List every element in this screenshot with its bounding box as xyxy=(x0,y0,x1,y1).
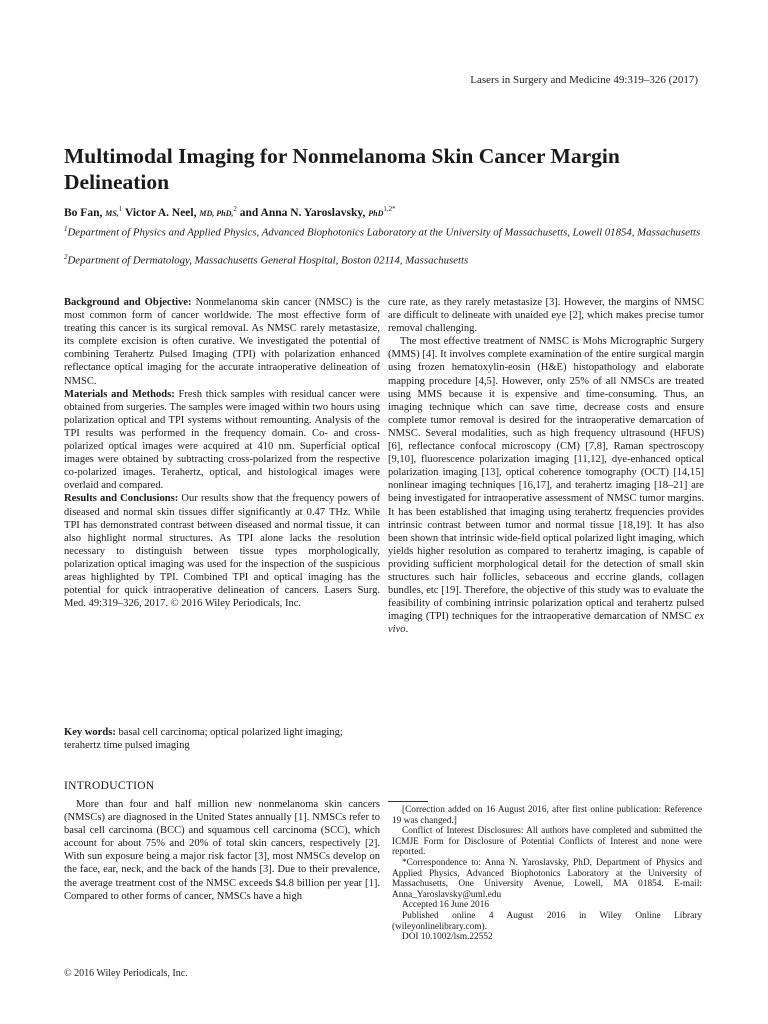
methods-text: Fresh thick samples with residual cancer were obtained from surgeries. The samples were imaged within two hours using polarization optical and TPI systems without remounting. Analysis of the TPI results was performed in the frequency domain. Co- and cross-polarized optical images were acquired at 410 nm. Superficial optical images were obtained by subtracting cross-polarized from the respective co-polarized images. Terahertz, optical, and histological images were overlaid and compared. xyxy=(64,388,381,492)
section-heading: INTRODUCTION xyxy=(64,780,155,792)
accepted-date: Accepted 16 June 2016 xyxy=(402,900,490,911)
abstract-background xyxy=(64,296,380,388)
paragraph-text: The most effective treatment of NMSC is Mohs Micrographic Surgery (MMS) [4]. It involves complete examination of the entire surgical margin using frozen hematoxylin-eosin (H&E) histopathology and elaborate mapping procedure [4,5]. However, only 25% of all NMSCs are treated using MMS because it is expensive and time-consuming. Thus, an imaging technique which can save time, decrease costs and ensure complete tumor removal is desired for the intraoperative demarcation of NMSC. Several modalities, such as high frequency ultrasound (HFUS) [6], reflectance confocal microscopy (CM) [7,8], Raman spectroscopy [9,10], fluorescence polarization imaging [11,12], dye-enhanced optical polarization imaging [13], optical coherence tomography (OCT) [14,15] nonlinear imaging techniques [16,17], and terahertz imaging [18–21] are being investigated for intraoperative assessment of NMSC tumor margins. It has been established that imaging using terahertz frequencies provides intrinsic contrast between tumor and normal tissue [18,19]. It has also been shown that intrinsic wide-field optical polarized light imaging, which yields higher resolution as compared to terahertz imaging, is capable of providing sufficient morphological detail for the detection of small skin structures such hair follicles, sebaceous and eccrine glands, collagen bundles, etc [19]. Therefore, the objective of this study was to evaluate the feasibility of combining intrinsic polarization optical and terahertz pulsed imaging (TPI) techniques for the intraoperative demarcation of NMSC xyxy=(388,336,704,623)
article-notes xyxy=(392,805,702,943)
author-name: Victor A. Neel, xyxy=(124,206,197,219)
published-note: Published online 4 August 2016 in Wiley Online Library (wileyonlinelibrary.com). xyxy=(392,910,702,932)
affil-text: Department of Physics and Applied Physics, Advanced Biophotonics Laboratory at the University of Massachusetts, Lowell 01854, Massachusetts xyxy=(67,226,701,239)
keywords xyxy=(64,726,380,752)
paragraph xyxy=(388,335,704,636)
affil-mark: 1 xyxy=(64,225,68,233)
results-text: Our results show that the frequency powers of diseased and normal skin tissues differ significantly at 0.47 THz. While TPI has demonstrated contrast between diseased and normal tissue, it can also highlight normal structures. As TPI alone lacks the resolution necessary to distinguish between tissue types morphologically, polarization optical imaging was used for the inspection of the suspicious areas highlighted by TPI. Combined TPI and optical imaging has the potential for quick intraoperative delineation of cancers. Lasers Surg. Med. 49:319–326, 2017. © 2016 Wiley Periodicals, Inc. xyxy=(64,493,380,610)
copyright-footer: © 2016 Wiley Periodicals, Inc. xyxy=(64,968,188,979)
abstract-results xyxy=(64,492,380,610)
author-degree: MD, PhD, xyxy=(199,208,234,218)
doi: DOI 10.1002/lsm.22552 xyxy=(402,932,493,943)
paragraph: More than four and half million new nonmelanoma skin cancers (NMSCs) are diagnosed in the United States annually [1]. NMSCs refer to basal cell carcinoma (BCC) and squamous cell carcinoma (SCC), which account for about 75% and 20% of total skin cancers, respectively [2]. With sun exposure being a major risk factor [3], most NMSCs develop on the face, ear, neck, and the back of the hands [3]. Due to their prevalence, the average treatment cost of the NMSC exceeds $4.8 billion per year [1]. Compared to other forms of cancer, NMSCs have a high xyxy=(64,799,380,902)
footnote-rule xyxy=(388,801,428,802)
background-label: Background and Objective: xyxy=(64,297,192,308)
author-affil-mark: 1,2* xyxy=(383,205,396,213)
author-affil-mark: 2 xyxy=(233,205,237,213)
author-name: Bo Fan, xyxy=(64,206,103,219)
abstract-methods xyxy=(64,388,380,493)
affiliation-1 xyxy=(64,222,704,240)
correction-note: [Correction added on 16 August 2016, after first online publication: Reference 19 was changed.] xyxy=(392,805,702,826)
correspondence-note: *Correspondence to: Anna N. Yaroslavsky, PhD, Department of Physics and Applied Physics, Advanced Biophotonics Laboratory at the University of Massachusetts, One University Avenue, Lowell, MA 01854. E-mail: Anna_Yaroslavsky@uml.edu xyxy=(392,857,702,900)
right-column xyxy=(388,296,704,636)
author-name: and Anna N. Yaroslavsky, xyxy=(239,206,366,219)
article-title: Multimodal Imaging for Nonmelanoma Skin Cancer Margin Delineation xyxy=(64,144,620,194)
keywords-text: basal cell carcinoma; optical polarized light imaging; terahertz time pulsed imaging xyxy=(64,727,343,752)
affil-mark: 2 xyxy=(64,253,68,261)
paragraph: cure rate, as they rarely metastasize [3]. However, the margins of NMSC are difficult to delineate with unaided eye [2], which makes precise tumor removal challenging. xyxy=(388,297,704,335)
author-affil-mark: 1 xyxy=(118,205,123,213)
background-text: Nonmelanoma skin cancer (NMSC) is the most common form of cancer worldwide. The most effective form of treating this cancer is its surgical removal. As NMSC rarely metastasize, its complete excision is often curative. We investigated the potential of combining Terahertz Pulsed Imaging (TPI) with polarization enhanced reflectance optical imaging for the accurate intraoperative delineation of NMSC. xyxy=(64,297,380,387)
author-degree: MS, xyxy=(105,208,119,218)
author-degree: PhD xyxy=(368,208,384,218)
results-label: Results and Conclusions: xyxy=(64,493,179,505)
conflict-note: Conflict of Interest Disclosures: All authors have completed and submitted the ICMJE Form for Disclosure of Potential Conflicts of Interest and none were reported. xyxy=(392,826,702,858)
paragraph-end: . xyxy=(405,624,409,636)
affiliation-2 xyxy=(64,250,704,268)
introduction-text xyxy=(64,798,380,903)
abstract xyxy=(64,296,380,610)
affil-text: Department of Dermatology, Massachusetts General Hospital, Boston 02114, Massachusetts xyxy=(67,254,469,267)
keywords-label: Key words: xyxy=(64,727,116,738)
author-list xyxy=(64,205,704,219)
methods-label: Materials and Methods: xyxy=(64,388,175,400)
italic-term: ex vivo xyxy=(388,611,705,636)
running-head: Lasers in Surgery and Medicine 49:319–326 (2017) xyxy=(470,74,698,86)
